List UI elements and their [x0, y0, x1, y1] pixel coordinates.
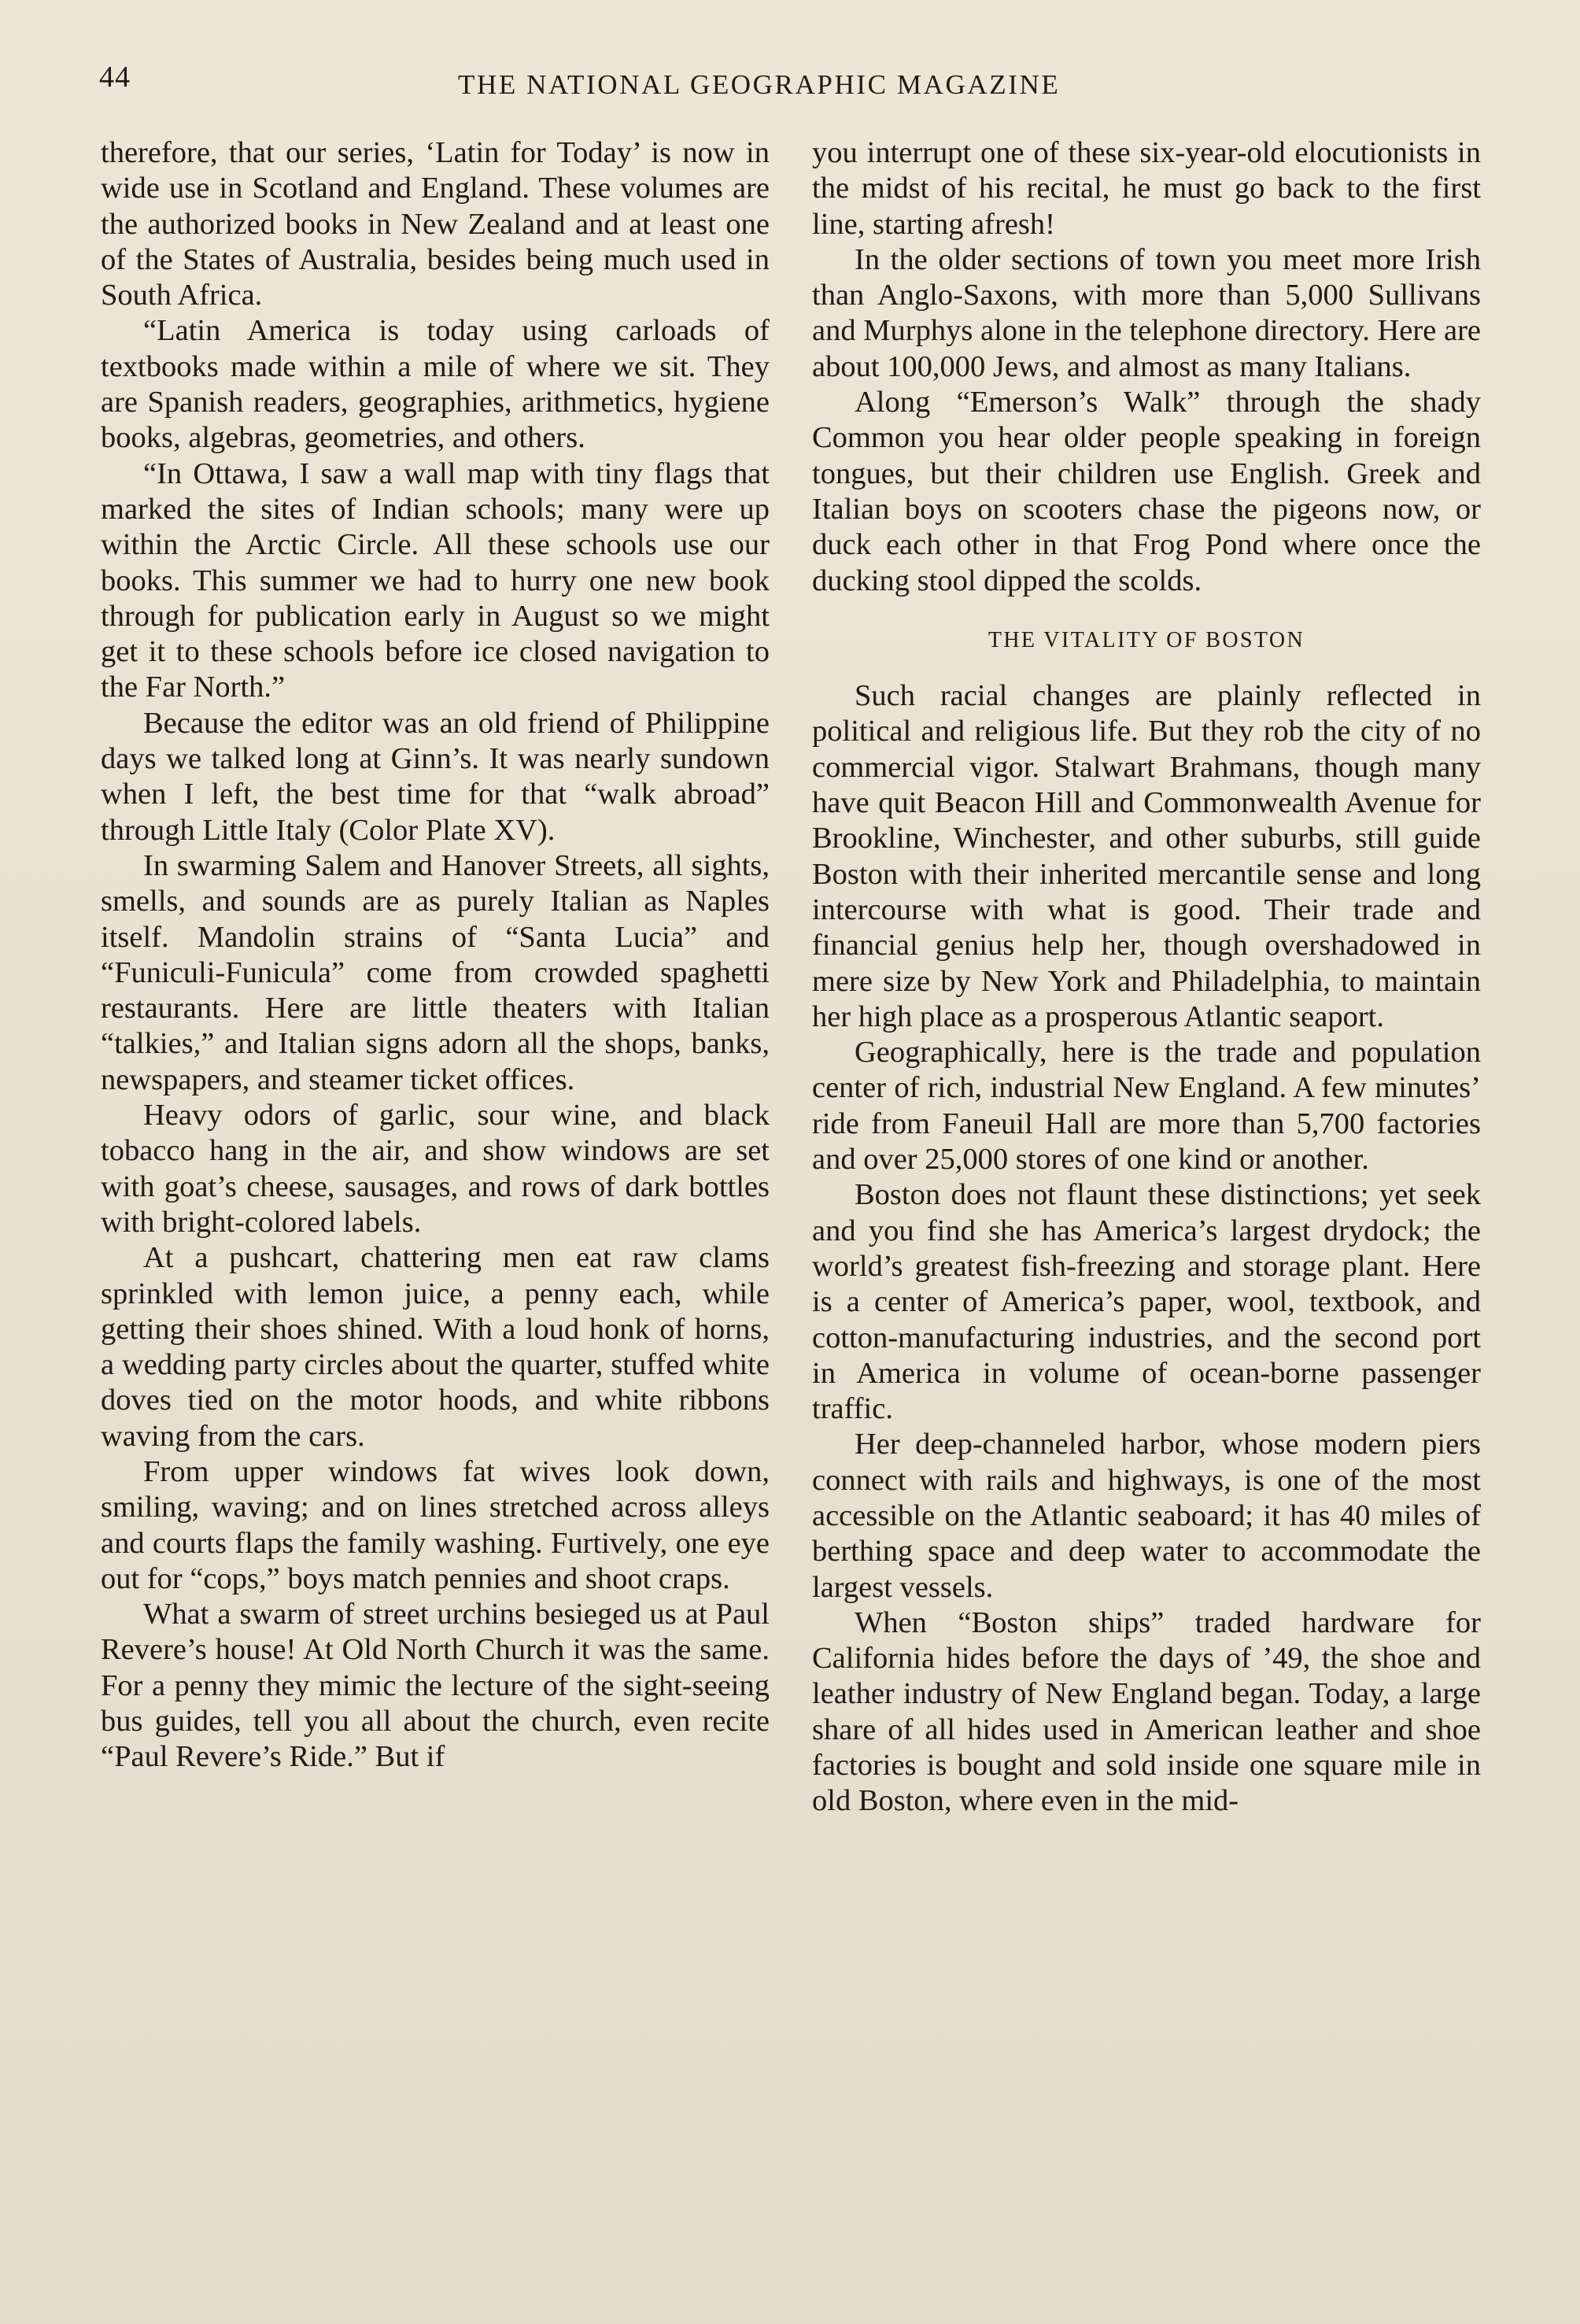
- paragraph: “In Ottawa, I saw a wall map with tiny flags that marked the sites of Indian schools; many were up within the Arctic Circle. All these schools use our books. This summer we had to hurry one new book through for publication early in August so we might get it to these schools before ice closed navigation to the Far North.”: [101, 456, 770, 704]
- page-number: 44: [99, 61, 131, 94]
- paragraph: therefore, that our series, ‘Latin for Today’ is now in wide use in Scotland and England. These volumes are the authorized books in New Zealand and at least one of the States of Australia, besides being much used in South Africa.: [101, 136, 770, 312]
- section-heading: THE VITALITY OF BOSTON: [988, 627, 1305, 652]
- paragraph: In the older sections of town you meet more Irish than Anglo-Saxons, with more than 5,000 Sullivans and Murphys alone in the telephone directory. Here are about 100,000 Jews, and almost as many Italians.: [812, 242, 1481, 383]
- paragraph: Her deep-channeled harbor, whose modern piers connect with rails and highways, is one of the most accessible on the Atlantic seaboard; it has 40 miles of berthing space and deep water to accommodate the largest vessels.: [812, 1428, 1481, 1604]
- paragraph: “Latin America is today using carloads of textbooks made within a mile of where we sit. They are Spanish readers, geographies, arithmetics, hygiene books, algebras, geometries, and others.: [101, 314, 770, 455]
- right-column: [812, 135, 1481, 1820]
- running-title: THE NATIONAL GEOGRAPHIC MAGAZINE: [458, 69, 1061, 100]
- paragraph: When “Boston ships” traded hardware for California hides before the days of ’49, the shoe and leather industry of New England began. Today, a large share of all hides used in American leather and shoe factories is bought and sold inside one square mile in old Boston, where even in the mid-: [812, 1605, 1481, 1818]
- paragraph: Along “Emerson’s Walk” through the shady Common you hear older people speaking in foreign tongues, but their children use English. Greek and Italian boys on scooters chase the pigeons now, or duck each other in that Frog Pond where once the ducking stool dipped the scolds.: [812, 386, 1481, 597]
- paragraph: From upper windows fat wives look down, smiling, waving; and on lines stretched across alleys and courts flaps the family washing. Furtively, one eye out for “cops,” boys match pennies and shoot craps.: [101, 1454, 770, 1595]
- paragraph: Geographically, here is the trade and population center of rich, industrial New England. A few minutes’ ride from Faneuil Hall are more than 5,700 factories and over 25,000 stores of one kind or another.: [812, 1036, 1481, 1177]
- paragraph: In swarming Salem and Hanover Streets, all sights, smells, and sounds are as purely Italian as Naples itself. Mandolin strains of “Santa Lucia” and “Funiculi-Funicula” come from crowded spaghetti restaurants. Here are little theaters with Italian “talkies,” and Italian signs adorn all the shops, banks, newspapers, and steamer ticket offices.: [101, 848, 770, 1096]
- paragraph: Because the editor was an old friend of Philippine days we talked long at Ginn’s. It was nearly sundown when I left, the best time for that “walk abroad” through Little Italy (Color Plate XV).: [101, 706, 770, 847]
- paragraph: Such racial changes are plainly reflected in political and religious life. But they rob the city of no commercial vigor. Stalwart Brahmans, though many have quit Beacon Hill and Commonwealth Avenue for Brookline, Winchester, and other suburbs, still guide Boston with their inherited mercantile sense and long intercourse with what is good. Their trade and financial genius help her, though overshadowed in mere size by New York and Philadelphia, to maintain her high place as a prosperous Atlantic seaport.: [812, 679, 1481, 1033]
- paragraph: At a pushcart, chattering men eat raw clams sprinkled with lemon juice, a penny each, while getting their shoes shined. With a loud honk of horns, a wedding party circles about the quarter, stuffed white doves tied on the motor hoods, and white ribbons waving from the cars.: [101, 1241, 770, 1453]
- paragraph: Boston does not flaunt these distinctions; yet seek and you find she has America’s largest drydock; the world’s greatest fish-freezing and storage plant. Here is a center of America’s paper, wool, textbook, and cotton-manufacturing industries, and the second port in America in volume of ocean-borne passenger traffic.: [812, 1178, 1481, 1426]
- paragraph: What a swarm of street urchins besieged us at Paul Revere’s house! At Old North Church it was the same. For a penny they mimic the lecture of the sight-seeing bus guides, tell you all about the church, even recite “Paul Revere’s Ride.” But if: [101, 1598, 770, 1774]
- paragraph: Heavy odors of garlic, sour wine, and black tobacco hang in the air, and show windows are set with goat’s cheese, sausages, and rows of dark bottles with bright-colored labels.: [101, 1099, 770, 1239]
- left-column: [101, 135, 770, 1775]
- paragraph: you interrupt one of these six-year-old elocutionists in the midst of his recital, he must go back to the first line, starting afresh!: [812, 136, 1481, 241]
